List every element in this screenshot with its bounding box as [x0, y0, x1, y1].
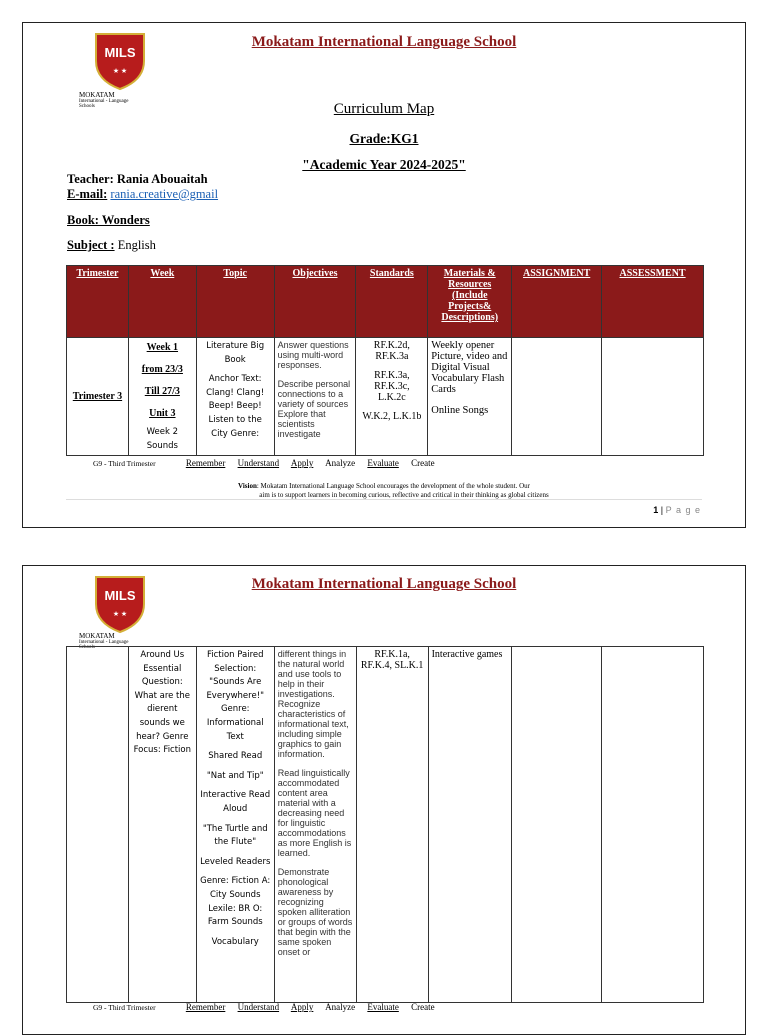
school-name: Mokatam International Language School	[251, 34, 517, 50]
footer-divider	[66, 499, 702, 500]
topic-cell: Literature Big Book Anchor Text: Clang! Clang! Beep! Beep! Listen to the City Genre:	[196, 338, 274, 456]
taxonomy-footer: G9 - Third Trimester Remember Understand Apply Analyze Evaluate Create	[93, 1002, 435, 1012]
assessment-cell	[602, 647, 704, 1003]
header-objectives: Objectives	[274, 266, 356, 338]
topic-cell: Fiction Paired Selection: "Sounds Are Everywhere!" Genre: Informational Text Shared Read "Nat and Tip" Interactive Read Aloud "The Turtle and the Flute" Leveled Readers Genre: Fiction A: City Sounds Lexile: BR O: Farm Sounds Vocabulary	[196, 647, 274, 1003]
materials-cell: Interactive games	[428, 647, 512, 1003]
curriculum-table-continued	[66, 646, 704, 1003]
table-row	[67, 647, 704, 1003]
standards-cell: RF.K.2d, RF.K.3a RF.K.3a, RF.K.3c, L.K.2c W.K.2, L.K.1b	[356, 338, 428, 456]
objectives-cell: different things in the natural world and use tools to help in their investigations. Recognize characteristics of informational text, including simple graphics to gain information. Read linguistically accommodated content area material with a decreasing need for linguistic accommodations as more English is learned. Demonstrate phonological awareness by recognizing spoken alliteration or groups of words that begin with the same spoken onset or	[274, 647, 356, 1003]
trimester-cell: Trimester 3	[67, 338, 129, 456]
standards-cell: RF.K.1a, RF.K.4, SL.K.1	[356, 647, 428, 1003]
assignment-cell	[512, 338, 602, 456]
header-assessment: ASSESSMENT	[602, 266, 704, 338]
page-2	[22, 565, 746, 1035]
page-number: 1 | P a g e	[653, 505, 701, 515]
email-label: E-mail:	[67, 187, 108, 201]
svg-text:★ ★: ★ ★	[112, 67, 128, 75]
materials-cell: Weekly opener Picture, video and Digital Visual Vocabulary Flash Cards Online Songs	[428, 338, 512, 456]
objectives-cell: Answer questions using multi-word responses. Describe personal connections to a variety of sources Explore that scientists investigate	[274, 338, 356, 456]
assessment-cell	[602, 338, 704, 456]
subject-line	[67, 238, 156, 253]
grade-label: Grade:KG1	[349, 131, 419, 146]
header-standards: Standards	[356, 266, 428, 338]
email-line	[67, 187, 218, 202]
svg-text:★ ★: ★ ★	[112, 610, 128, 618]
header-trimester: Trimester	[67, 266, 129, 338]
school-name: Mokatam International Language School	[251, 576, 517, 592]
trimester-cell	[67, 647, 129, 1003]
subject-label: Subject :	[67, 238, 115, 252]
assignment-cell	[512, 647, 602, 1003]
svg-text:MILS: MILS	[104, 588, 136, 603]
book-line	[67, 213, 150, 228]
doc-title: Curriculum Map	[333, 101, 435, 117]
header-assignment: ASSIGNMENT	[512, 266, 602, 338]
teacher-name: Teacher: Rania Abouaitah	[67, 172, 208, 186]
taxonomy-footer: G9 - Third Trimester Remember Understand Apply Analyze Evaluate Create	[93, 458, 435, 468]
book-label: Book: Wonders	[67, 213, 150, 227]
table-row	[67, 338, 704, 456]
vision-statement: Vision: Mokatam International Language School encourages the development of the whole student. Our aim is to support learners in becoming curious, reflective and critical in their thinking as global citizens	[238, 482, 549, 500]
logo-caption: MOKATAM International - Language Schools	[79, 632, 129, 650]
header-materials: Materials & Resources (Include Projects& Descriptions)	[428, 266, 512, 338]
page-1	[22, 22, 746, 528]
svg-text:MILS: MILS	[104, 45, 136, 60]
academic-year: "Academic Year 2024-2025"	[302, 157, 466, 172]
header-week: Week	[128, 266, 196, 338]
curriculum-table	[66, 265, 704, 456]
week-cell: Around Us Essential Question: What are the dierent sounds we hear? Genre Focus: Fiction	[128, 647, 196, 1003]
logo-caption: MOKATAM International - Language Schools	[79, 91, 129, 109]
email-link[interactable]: rania.creative@gmail	[110, 187, 219, 201]
header-topic: Topic	[196, 266, 274, 338]
subject-value: English	[117, 238, 156, 252]
table-header-row	[67, 266, 704, 338]
week-cell: Week 1 from 23/3 Till 27/3 Unit 3 Week 2 Sounds	[128, 338, 196, 456]
